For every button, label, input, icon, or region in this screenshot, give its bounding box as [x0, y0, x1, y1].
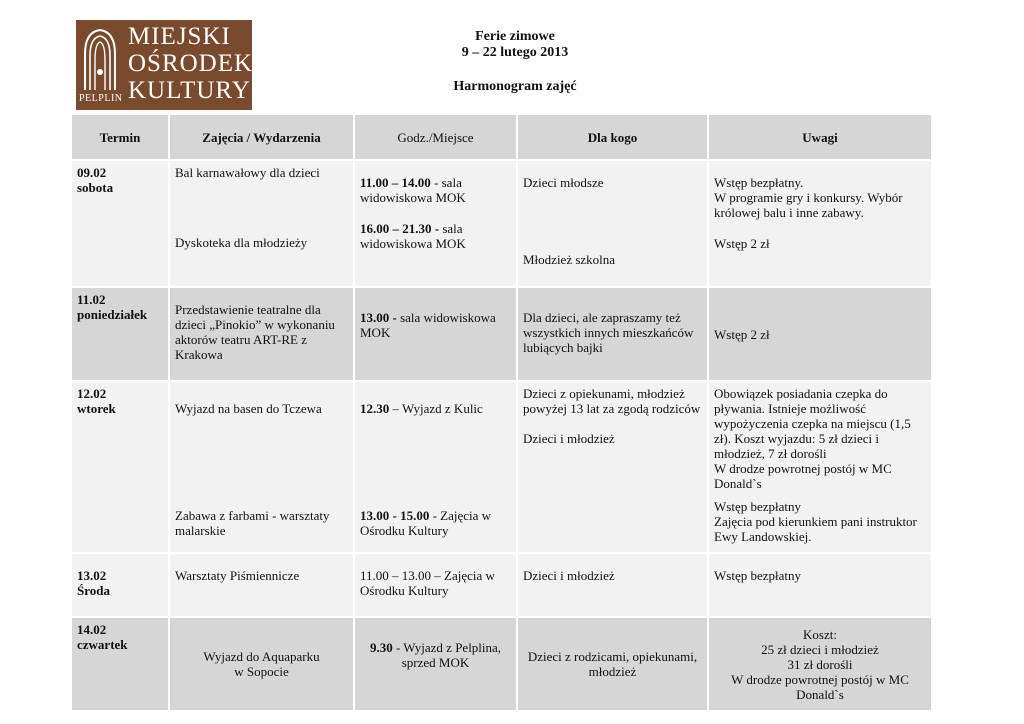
page-subtitle: Harmonogram zajęć [453, 79, 577, 94]
time-cell [355, 382, 516, 552]
table-header-row [72, 115, 931, 159]
audience: Młodzież szkolna [523, 252, 616, 267]
term-day: wtorek [77, 401, 116, 416]
audience-cell [518, 618, 707, 710]
time-place: 16.00 – 21.30 - sala widowiskowa MOK [360, 221, 466, 251]
logo [76, 20, 252, 110]
schedule-table [70, 113, 933, 712]
event-cell [170, 161, 353, 286]
term-date: 14.02 [77, 622, 107, 637]
note: Zajęcia pod kierunkiem pani instruktor Ewy Landowskiej. [714, 514, 917, 544]
time-cell [355, 288, 516, 380]
term-day: sobota [77, 180, 114, 195]
table-row [72, 382, 931, 552]
notes-cell [709, 161, 931, 286]
event-cell [170, 618, 353, 710]
event-name: Dyskoteka dla młodzieży [175, 235, 308, 250]
note: 31 zł dorośli [787, 656, 853, 672]
time-place: 13.00 - 15.00 - Zajęcia w Ośrodku Kultury [360, 508, 492, 538]
term-day: Środa [77, 583, 110, 598]
column-header-godz: Godz./Miejsce [355, 115, 516, 159]
logo-text-pelplin: PELPLIN [79, 93, 123, 104]
logo-text-osrodek: OŚRODEK [128, 50, 254, 77]
table-row [72, 288, 931, 380]
audience: Dzieci i młodzież [523, 431, 615, 446]
column-header-termin: Termin [72, 115, 168, 159]
time-place: 11.00 – 14.00 - sala widowiskowa MOK [360, 175, 466, 205]
note: Koszt: [803, 626, 837, 642]
notes-cell [709, 288, 931, 380]
note: W drodze powrotnej postój w MC Donald`s [731, 671, 909, 702]
term-day: poniedziałek [77, 307, 148, 322]
table-row [72, 554, 931, 616]
note: Wstęp bezpłatny. [714, 175, 804, 190]
audience: Dla dzieci, ale zapraszamy też wszystkich innych mieszkańców lubiących bajki [523, 310, 694, 355]
term-day: czwartek [77, 637, 128, 652]
time-cell [355, 161, 516, 286]
event-name: Zabawa z farbami - warsztaty malarskie [175, 508, 330, 538]
event-cell [170, 554, 353, 616]
logo-text-kultury: KULTURY [128, 77, 251, 104]
term-cell [72, 161, 168, 286]
page-dates: 9 – 22 lutego 2013 [461, 45, 569, 60]
event-name: Bal karnawałowy dla dzieci [175, 165, 320, 180]
event-place: w Sopocie [234, 664, 289, 679]
column-header-uwagi: Uwagi [709, 115, 931, 159]
time-place: 12.30 – Wyjazd z Kulic [360, 401, 483, 416]
note: Wstęp bezpłatny [714, 499, 801, 514]
note: Wstęp 2 zł [714, 236, 770, 251]
note: W drodze powrotnej postój w MC Donald`s [714, 461, 892, 491]
note: W programie gry i konkursy. Wybór królowej balu i inne zabawy. [714, 190, 903, 220]
event-name: Warsztaty Piśmiennicze [175, 568, 300, 583]
term-cell [72, 554, 168, 616]
note: Wstęp 2 zł [714, 326, 770, 342]
audience: Dzieci młodsze [523, 175, 604, 190]
term-date: 13.02 [77, 568, 107, 583]
term-cell [72, 618, 168, 710]
event-name: Wyjazd do Aquaparku [203, 649, 320, 664]
time-place: 9.30 - Wyjazd z Pelplina, sprzed MOK [369, 640, 502, 670]
term-cell [72, 382, 168, 552]
audience: Dzieci i młodzież [523, 568, 615, 583]
notes-cell [709, 554, 931, 616]
term-date: 09.02 [77, 165, 107, 180]
event-cell [170, 288, 353, 380]
event-name: Przedstawienie teatralne dla dzieci „Pinokio” w wykonaniu aktorów teatru ART-RE z Krakowa [175, 302, 335, 362]
note: Obowiązek posiadania czepka do pływania. Istnieje możliwość wypożyczenia czepka na miejscu (1,5 zł). Koszt wyjazdu: 5 zł dzieci i młodzież, 7 zł dorośli [714, 386, 911, 461]
note: 25 zł dzieci i młodzież [761, 641, 879, 657]
term-date: 12.02 [77, 386, 107, 401]
audience-cell [518, 288, 707, 380]
time-cell [355, 618, 516, 710]
notes-cell [709, 382, 931, 552]
logo-text-miejski: MIEJSKI [128, 23, 231, 50]
audience: Dzieci z rodzicami, opiekunami, młodzież [527, 649, 698, 679]
time-place: 13.00 - sala widowiskowa MOK [360, 310, 496, 340]
event-cell [170, 382, 353, 552]
time-place: 11.00 – 13.00 – Zajęcia w Ośrodku Kultury [360, 568, 495, 598]
term-cell [72, 288, 168, 380]
time-cell [355, 554, 516, 616]
arch-icon [82, 28, 118, 92]
audience-cell [518, 554, 707, 616]
audience-cell [518, 161, 707, 286]
column-header-zajecia: Zajęcia / Wydarzenia [170, 115, 353, 159]
table-row [72, 618, 931, 710]
note: Wstęp bezpłatny [714, 568, 801, 583]
event-name: Wyjazd na basen do Tczewa [175, 401, 322, 416]
audience: Dzieci z opiekunami, młodzież powyżej 13 lat za zgodą rodziców [523, 386, 701, 416]
page-title: Ferie zimowe [475, 29, 555, 44]
table-row [72, 161, 931, 286]
audience-cell [518, 382, 707, 552]
column-header-dla-kogo: Dla kogo [518, 115, 707, 159]
term-date: 11.02 [77, 292, 106, 307]
notes-cell [709, 618, 931, 710]
